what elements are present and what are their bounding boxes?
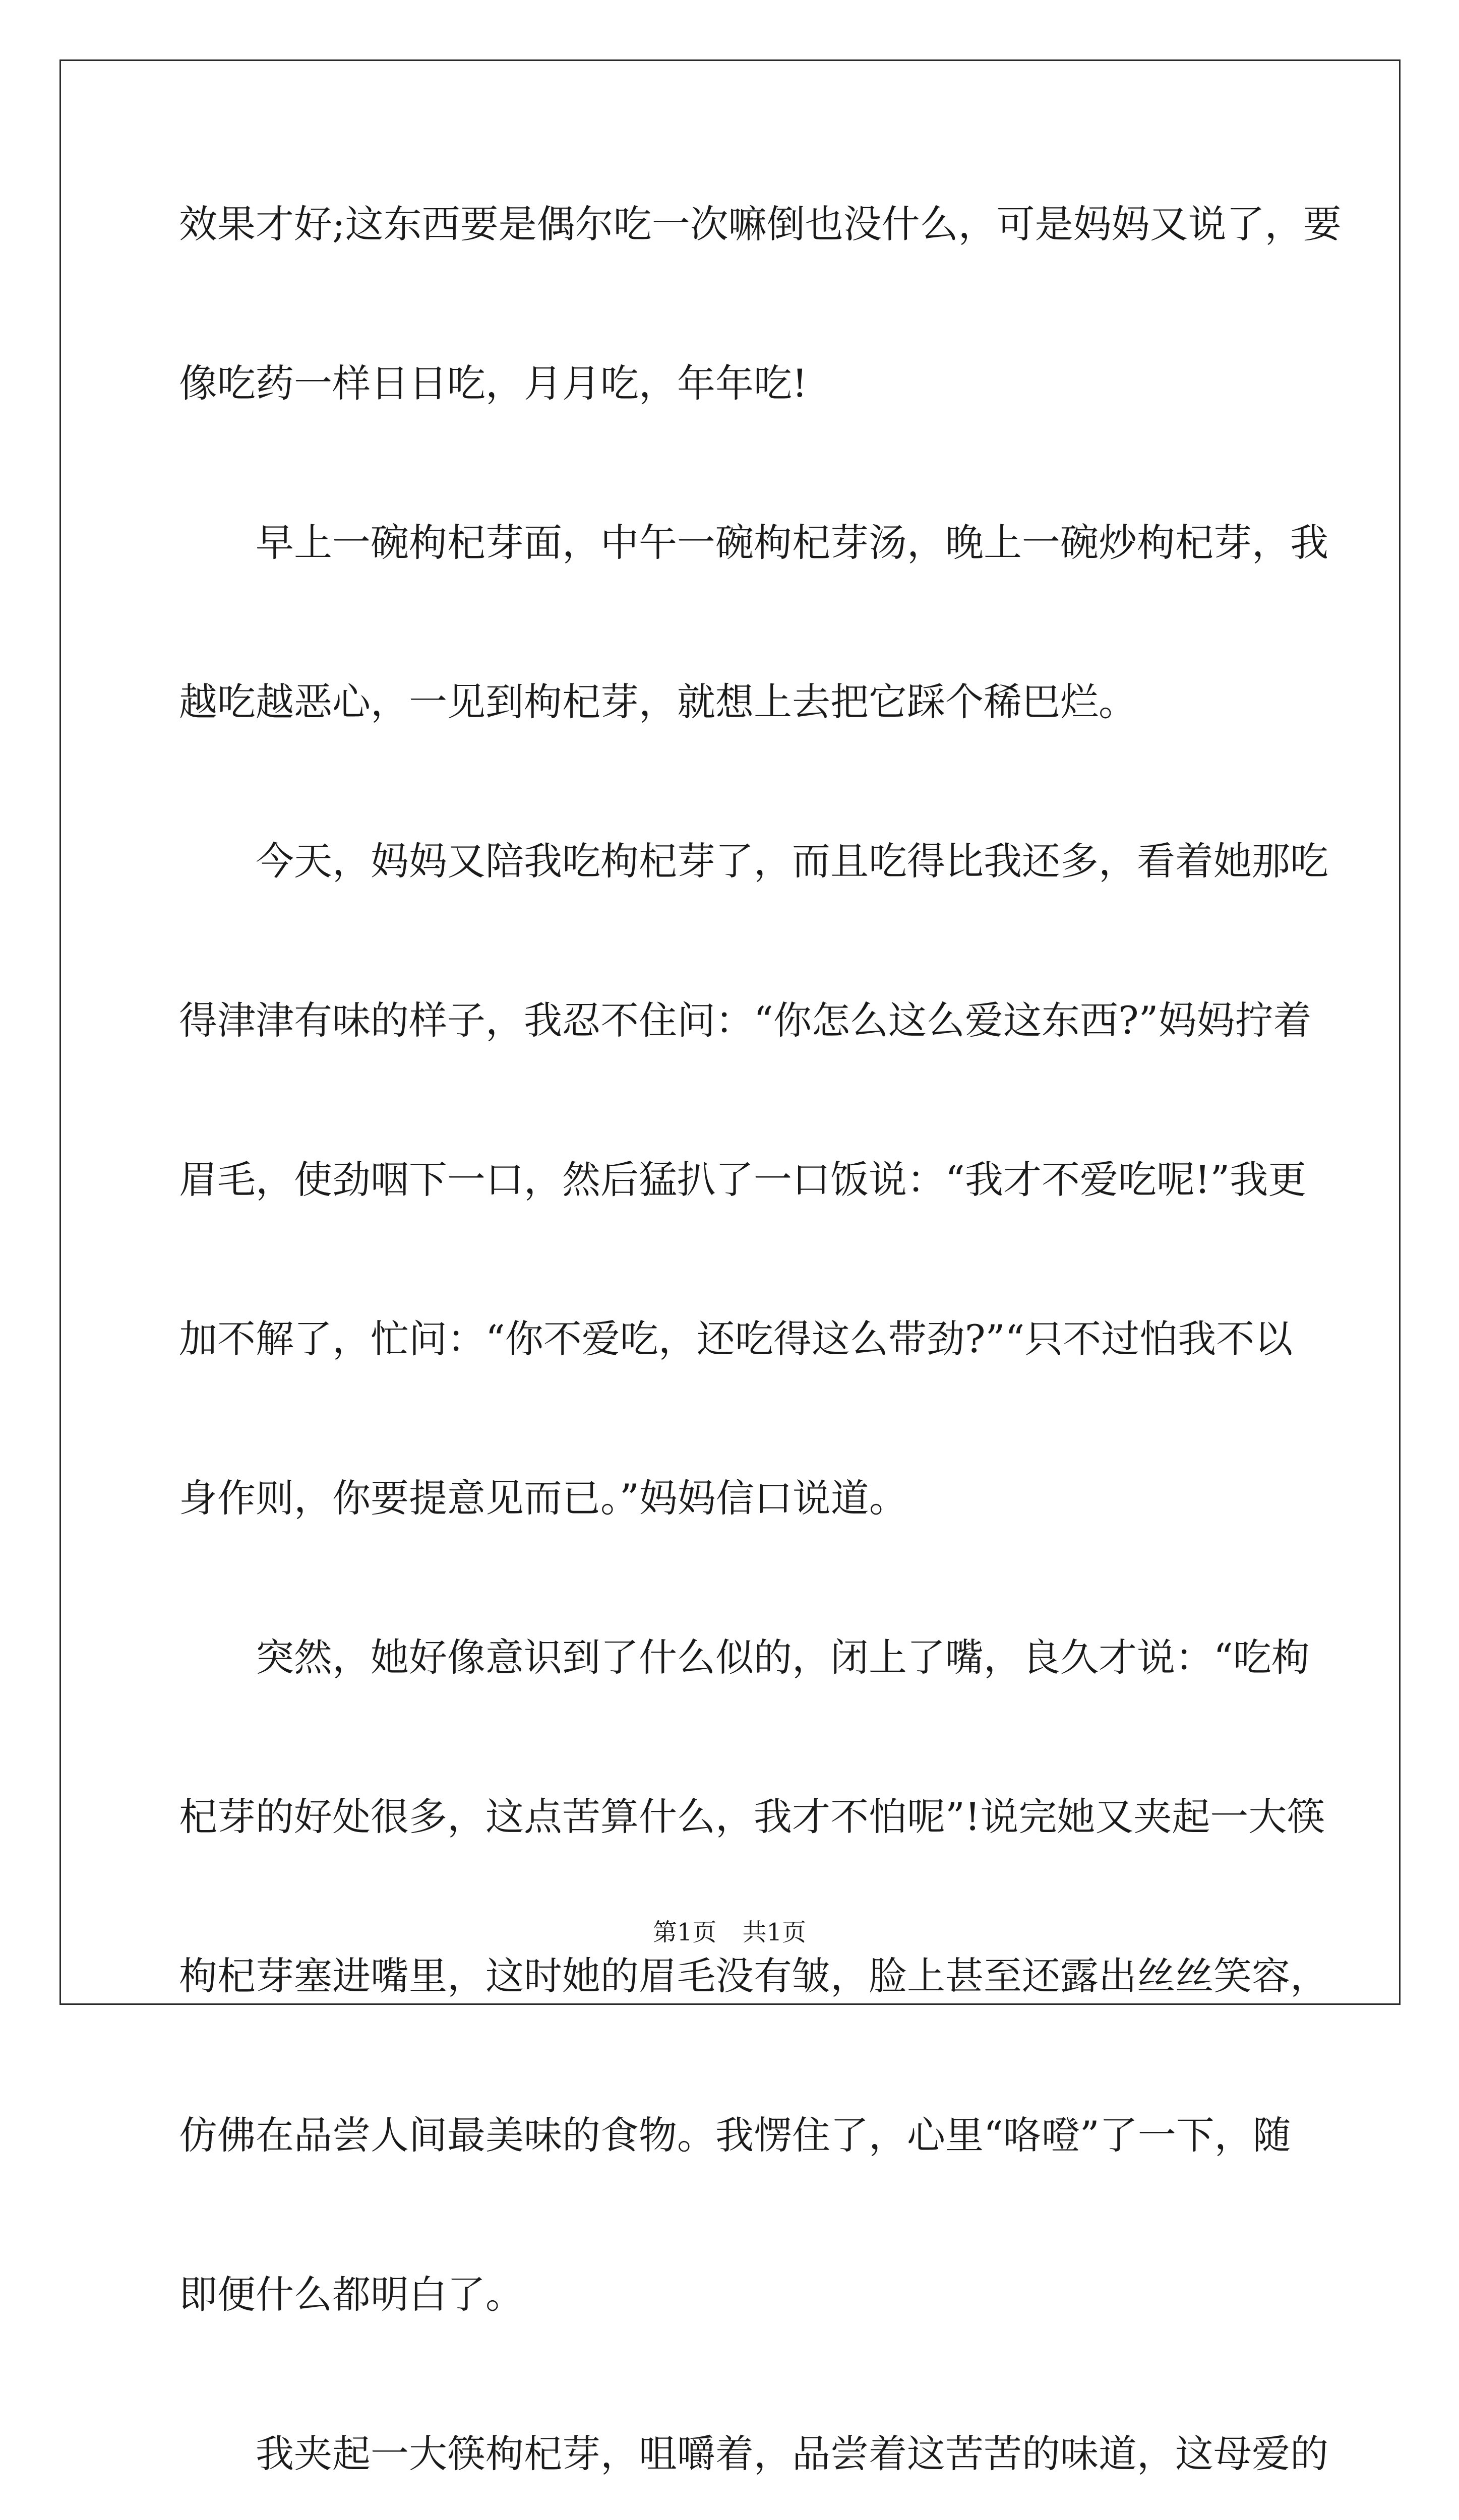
text-line: 杞芽的好处很多，这点苦算什么，我才不怕呢”!说完她又夹起一大筷 [179,1794,1325,1839]
text-line: 效果才好;这东西要是偶尔吃一次嘛倒也没什么，可是妈妈又说了，要 [179,202,1342,246]
text-line: 早上一碗枸杞芽面，中午一碗枸杞芽汤，晚上一碗炒枸杞芽，我 [256,520,1328,565]
page-number-total: 共1页 [742,1918,807,1946]
text-line: 即便什么都明白了。 [179,2272,524,2317]
text-line: 今天，妈妈又陪我吃枸杞芽了，而且吃得比我还多，看着她那吃 [256,839,1328,884]
page-footer [0,1913,1459,1947]
text-line: 我夹起一大筷枸杞芽，咀嚼着，品尝着这苦苦的味道，这母爱的 [256,2431,1328,2476]
text-line: 越吃越恶心，一见到枸杞芽，就想上去把它踩个稀巴烂。 [179,679,1137,724]
text-line: 身作则，你要提意见而已。”妈妈信口说道。 [179,1476,907,1521]
text-line: 仿佛在品尝人间最美味的食物。我愣住了，心里“咯噔”了一下，随 [179,2113,1291,2158]
text-line: 得津津有味的样子，我忍不住问：“你怎么这么爱这东西?”妈妈拧着 [179,998,1312,1043]
text-line: 枸杞芽塞进嘴里，这时她的眉毛没有皱，脸上甚至还露出丝丝笑容， [179,1954,1328,1998]
page-number-current: 第1页 [652,1918,717,1946]
text-line: 眉毛，使劲咽下一口，然后猛扒了一口饭说：“我才不爱吃呢!”我更 [179,1157,1307,1202]
text-line: 突然，她好像意识到了什么似的，闭上了嘴，良久才说：“吃枸 [256,1635,1310,1680]
document-body [179,181,1342,2520]
text-line: 像吃药一样日日吃，月月吃，年年吃! [179,361,808,406]
text-line: 加不解了，忙问：“你不爱吃，还吃得这么带劲?”“只不过怕我不以 [179,1316,1293,1361]
